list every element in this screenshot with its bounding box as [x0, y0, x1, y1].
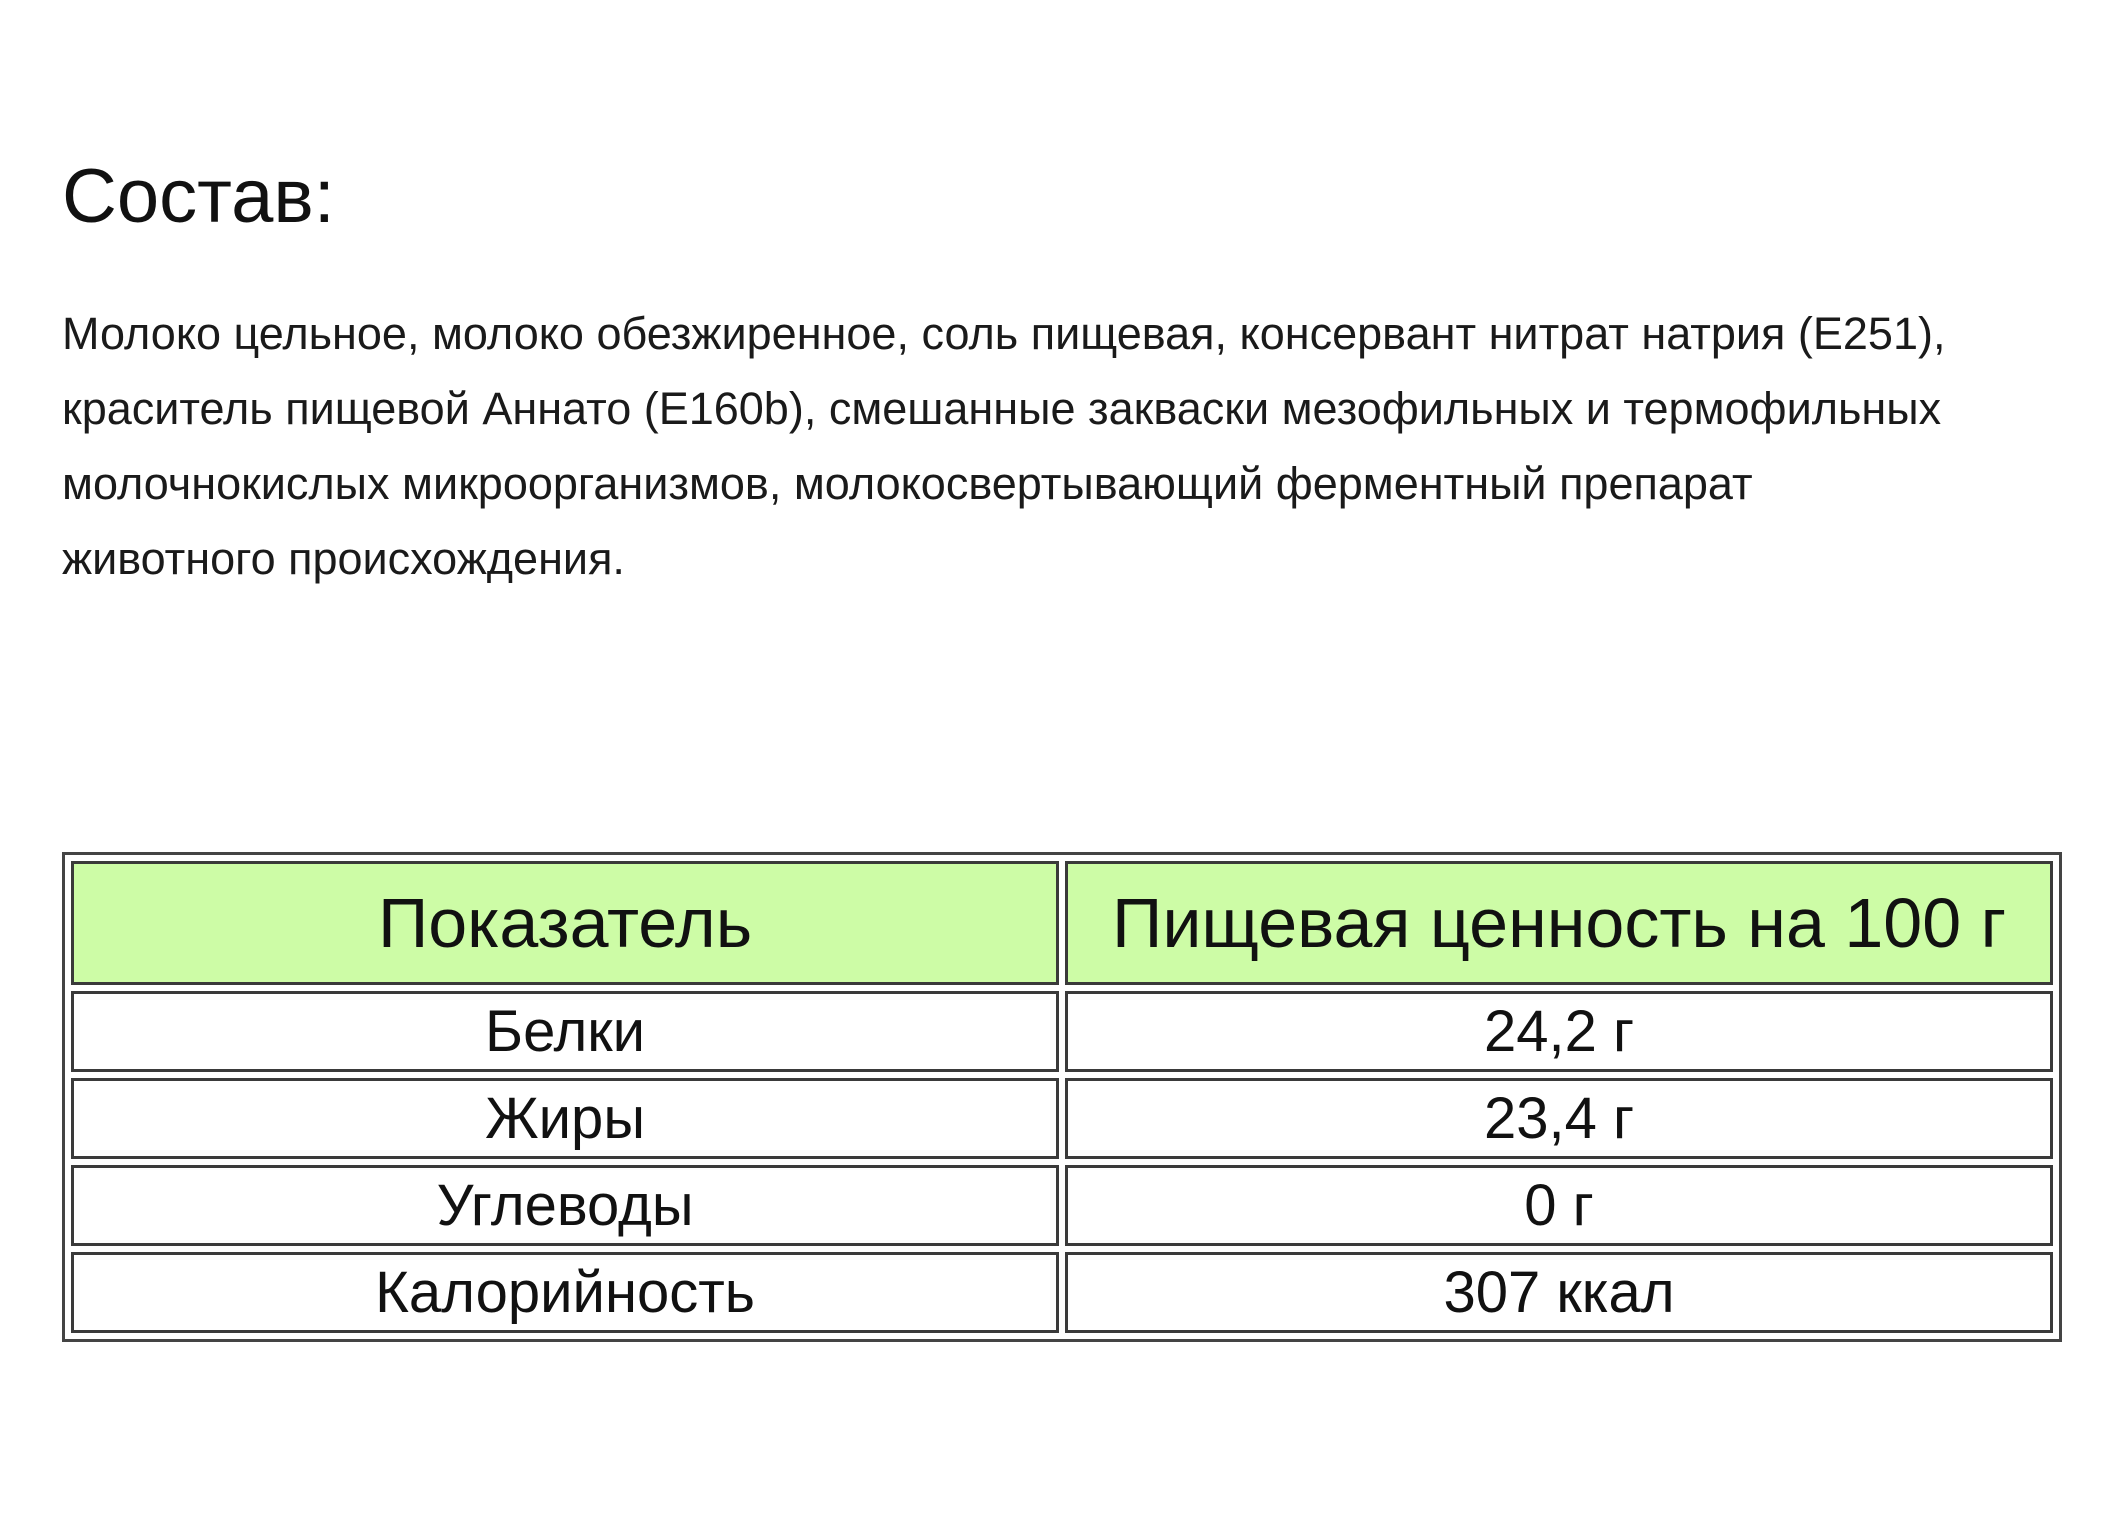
table-row — [71, 1252, 2053, 1333]
ingredients-line: Молоко цельное, молоко обезжиренное, соль пищевая, консервант нитрат натрия (Е251), — [62, 308, 1946, 359]
nutrition-header-row — [71, 861, 2053, 985]
composition-title: Состав: — [62, 154, 335, 239]
row-value-fats: 23,4 г — [1065, 1078, 2053, 1159]
header-nutritional-value: Пищевая ценность на 100 г — [1065, 861, 2053, 985]
ingredients-line: животного происхождения. — [62, 533, 625, 584]
ingredients-line: краситель пищевой Аннато (Е160b), смешанные закваски мезофильных и термофильных — [62, 383, 1942, 434]
row-value-carbohydrates: 0 г — [1065, 1165, 2053, 1246]
nutrition-table — [62, 852, 2062, 1342]
row-value-calories: 307 ккал — [1065, 1252, 2053, 1333]
table-row — [71, 1078, 2053, 1159]
row-name-fats: Жиры — [71, 1078, 1059, 1159]
ingredients-line: молочнокислых микроорганизмов, молокосвертывающий ферментный препарат — [62, 458, 1753, 509]
row-value-proteins: 24,2 г — [1065, 991, 2053, 1072]
table-row — [71, 991, 2053, 1072]
row-name-carbohydrates: Углеводы — [71, 1165, 1059, 1246]
table-row — [71, 1165, 2053, 1246]
header-indicator: Показатель — [71, 861, 1059, 985]
row-name-proteins: Белки — [71, 991, 1059, 1072]
row-name-calories: Калорийность — [71, 1252, 1059, 1333]
ingredients-text — [62, 296, 2112, 596]
